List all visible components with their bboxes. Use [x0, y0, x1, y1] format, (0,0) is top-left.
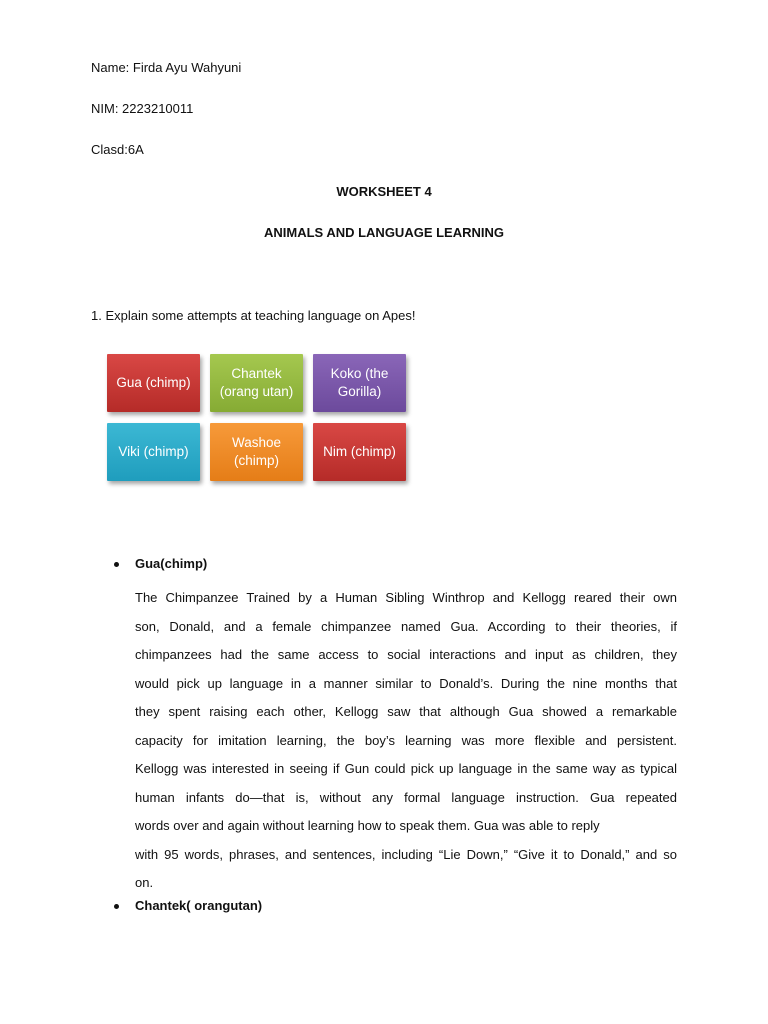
gua-paragraph: [135, 584, 677, 898]
worksheet-title: WORKSHEET 4: [336, 184, 432, 199]
worksheet-subtitle: ANIMALS AND LANGUAGE LEARNING: [263, 225, 504, 240]
bullet-icon: [114, 904, 119, 909]
paragraph-line: on.: [135, 875, 154, 890]
paragraph-line: chimpanzees had the same access to social interactions and input as children, they: [135, 647, 677, 662]
section-title-gua: Gua(chimp): [135, 556, 208, 571]
ape-box-koko: Koko (the Gorilla): [313, 354, 406, 412]
paragraph-line: they spent raising each other, Kellogg saw that although Gua showed a remarkable: [135, 704, 677, 719]
section-title-chantek: Chantek( orangutan): [135, 898, 263, 913]
ape-box-chantek: Chantek (orang utan): [210, 354, 303, 412]
paragraph-line: human infants do—that is, without any formal language instruction. Gua repeated: [135, 789, 677, 805]
ape-box-washoe: Washoe (chimp): [210, 423, 303, 481]
paragraph-line: capacity for imitation learning, the boy’s learning was more flexible and persistent.: [135, 732, 677, 748]
paragraph-line: with 95 words, phrases, and sentences, including “Lie Down,” “Give it to Donald,” and so: [135, 846, 677, 862]
ape-box-viki: Viki (chimp): [107, 423, 200, 481]
ape-box-gua: Gua (chimp): [107, 354, 200, 412]
paragraph-line: would pick up language in a manner similar to Donald’s. During the nine months that: [135, 675, 677, 691]
bullet-icon: [114, 562, 119, 567]
ape-box-nim: Nim (chimp): [313, 423, 406, 481]
student-class: Clasd:6A: [91, 142, 144, 157]
paragraph-line: words over and again without learning how to speak them. Gua was able to reply: [135, 818, 600, 833]
apes-diagram: [107, 354, 407, 481]
paragraph-line: Kellogg was interested in seeing if Gun could pick up language in the same way as typical: [135, 761, 677, 776]
student-name: Name: Firda Ayu Wahyuni: [91, 60, 242, 75]
student-nim: NIM: 2223210011: [91, 101, 194, 116]
question-1: 1. Explain some attempts at teaching language on Apes!: [91, 308, 416, 323]
paragraph-line: son, Donald, and a female chimpanzee named Gua. According to their theories, if: [135, 618, 677, 634]
paragraph-line: The Chimpanzee Trained by a Human Sibling Winthrop and Kellogg reared their own: [135, 590, 677, 605]
